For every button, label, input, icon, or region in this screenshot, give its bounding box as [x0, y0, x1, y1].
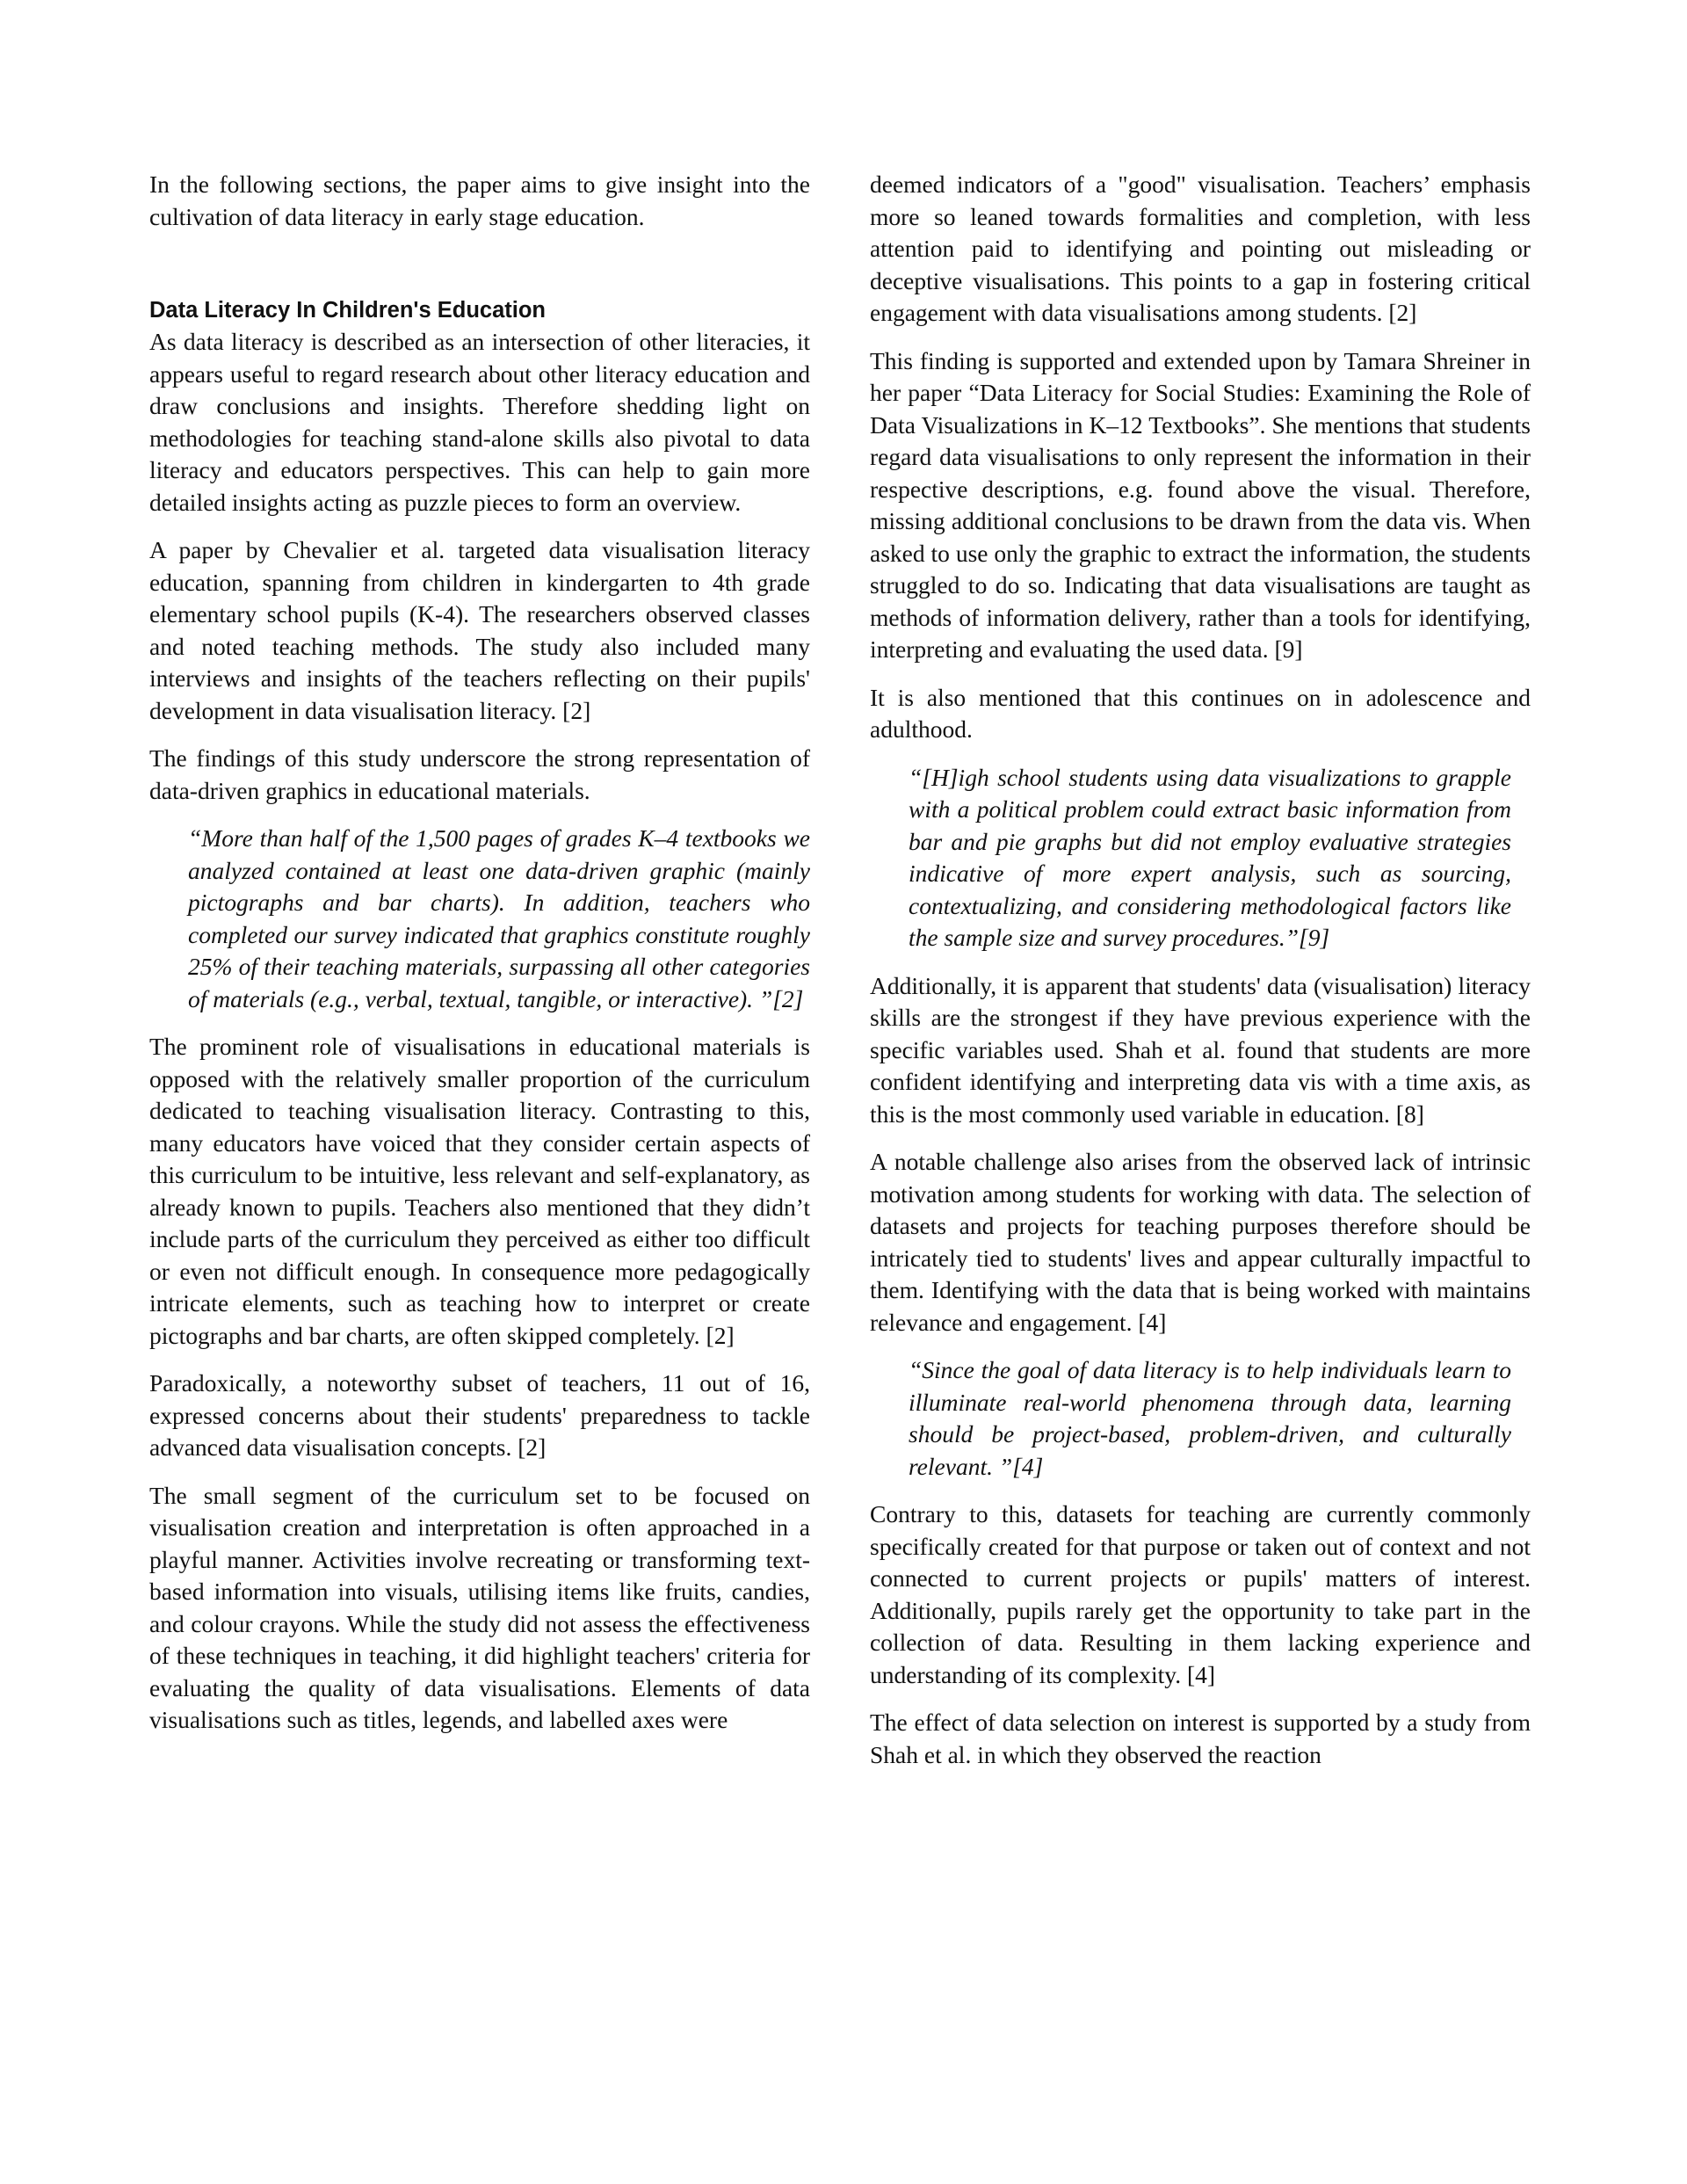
- intro-paragraph: In the following sections, the paper aims to give insight into the cultivation of data literacy in early stage education.: [149, 171, 810, 230]
- body-paragraph: The small segment of the curriculum set to be focused on visualisation creation and interpretation is often approached in a playful manner. Activities involve recreating or transforming text-based information into visuals, utilising items like fruits, candies, and colour crayons. While the study did not assess the effectiveness of these techniques in teaching, it did highlight teachers' criteria for evaluating the quality of data visualisations. Elements of data visualisations such as titles, legends, and labelled axes were: [149, 1481, 810, 1733]
- body-paragraph: Paradoxically, a noteworthy subset of teachers, 11 out of 16, expressed concerns about their students' preparedness to tackle advanced data visualisation concepts. [2]: [149, 1369, 810, 1461]
- body-paragraph: As data literacy is described as an intersection of other literacies, it appears useful to regard research about other literacy education and draw conclusions and insights. Therefore shedding light on methodologies for teaching stand-alone skills also pivotal to data literacy and educators perspectives. This can help to gain more detailed insights acting as puzzle pieces to form an overview.: [149, 328, 810, 516]
- block-quote: “[H]igh school students using data visualizations to grapple with a political problem could extract basic information from bar and pie graphs but did not employ evaluative strategies indicative of more expert analysis, such as sourcing, contextualizing, and considering methodological factors like the sample size and survey procedures.”[9]: [909, 763, 1511, 951]
- block-quote: “More than half of the 1,500 pages of grades K–4 textbooks we analyzed contained at least one data-driven graphic (mainly pictographs and bar charts). In addition, teachers who completed our survey indicated that graphics constitute roughly 25% of their teaching materials, surpassing all other categories of materials (e.g., verbal, textual, tangible, or interactive). ”[2]: [188, 824, 810, 1012]
- body-paragraph: It is also mentioned that this continues on in adolescence and adulthood.: [870, 683, 1531, 743]
- block-quote: “Since the goal of data literacy is to help individuals learn to illuminate real-world phenomena through data, learning should be project-based, problem-driven, and culturally relevant. ”[4]: [909, 1356, 1511, 1480]
- body-paragraph: The prominent role of visualisations in educational materials is opposed with the relatively smaller proportion of the curriculum dedicated to teaching visualisation literacy. Contrasting to this, many educators have voiced that they consider certain aspects of this curriculum to be intuitive, less relevant and self-explanatory, as already known to pupils. Teachers also mentioned that they didn’t include parts of the curriculum they perceived as either too difficult or even not difficult enough. In consequence more pedagogically intricate elements, such as teaching how to interpret or create pictographs and bar charts, are often skipped completely. [2]: [149, 1033, 810, 1349]
- body-paragraph: Contrary to this, datasets for teaching are currently commonly specifically created for that purpose or taken out of context and not connected to current projects or pupils' matters of interest. Additionally, pupils rarely get the opportunity to take part in the collection of data. Resulting in them lacking experience and understanding of its complexity. [4]: [870, 1500, 1531, 1688]
- left-column: [149, 169, 810, 1752]
- right-column: [870, 169, 1531, 1787]
- body-paragraph: The findings of this study underscore the strong representation of data-driven graphics in educational materials.: [149, 744, 810, 804]
- body-paragraph: A notable challenge also arises from the observed lack of intrinsic motivation among students for working with data. The selection of datasets and projects for teaching purposes therefore should be intricately tied to students' lives and appear culturally impactful to them. Identifying with the data that is being worked with maintains relevance and engagement. [4]: [870, 1148, 1531, 1336]
- body-paragraph: The effect of data selection on interest is supported by a study from Shah et al. in which they observed the reaction: [870, 1709, 1531, 1768]
- body-paragraph: deemed indicators of a "good" visualisation. Teachers’ emphasis more so leaned towards formalities and completion, with less attention paid to identifying and pointing out misleading or deceptive visualisations. This points to a gap in fostering critical engagement with data visualisations among students. [2]: [870, 171, 1531, 326]
- body-paragraph: This finding is supported and extended upon by Tamara Shreiner in her paper “Data Literacy for Social Studies: Examining the Role of Data Visualizations in K–12 Textbooks”. She mentions that students regard data visualisations to only represent the information in their respective descriptions, e.g. found above the visual. Therefore, missing additional conclusions to be drawn from the data vis. When asked to use only the graphic to extract the information, the students struggled to do so. Indicating that data visualisations are taught as methods of information delivery, rather than a tools for identifying, interpreting and evaluating the used data. [9]: [870, 346, 1531, 663]
- section-heading: Data Literacy In Children's Education: [149, 298, 546, 323]
- body-paragraph: A paper by Chevalier et al. targeted data visualisation literacy education, spanning from children in kindergarten to 4th grade elementary school pupils (K-4). The researchers observed classes and noted teaching methods. The study also included many interviews and insights of the teachers reflecting on their pupils' development in data visualisation literacy. [2]: [149, 536, 810, 724]
- body-paragraph: Additionally, it is apparent that students' data (visualisation) literacy skills are the strongest if they have previous experience with the specific variables used. Shah et al. found that students are more confident identifying and interpreting data vis with a time axis, as this is the most commonly used variable in education. [8]: [870, 971, 1531, 1128]
